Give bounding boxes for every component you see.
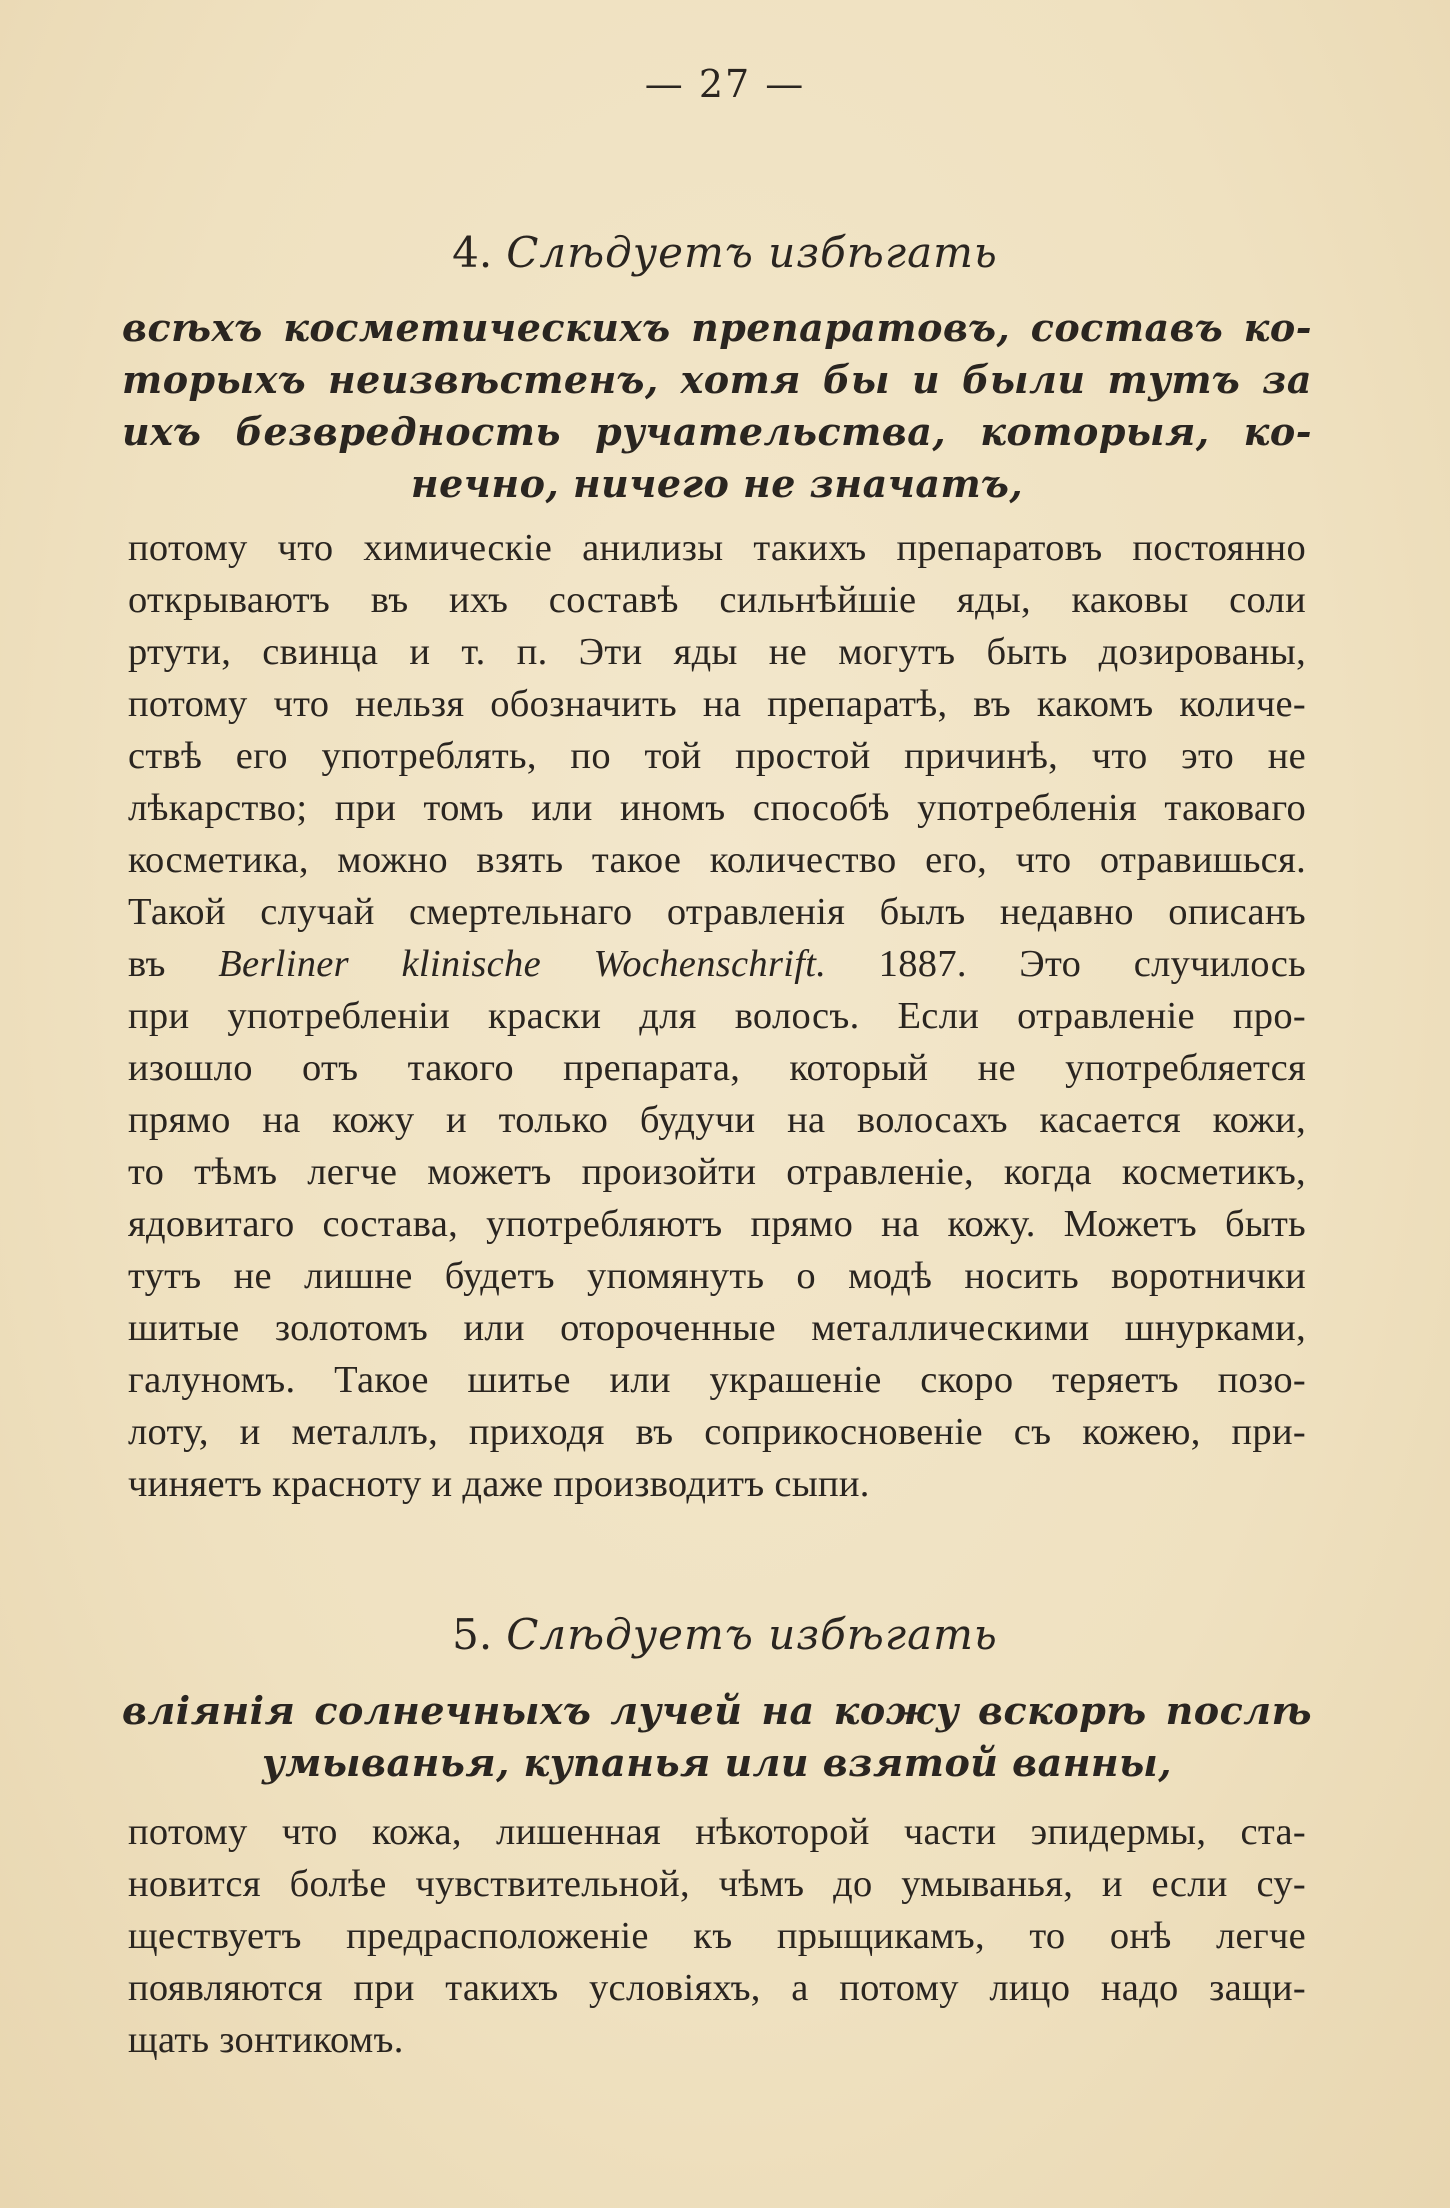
body-line: щать зонтикомъ. [128, 2019, 404, 2061]
body-line: ствѣ его употреблять, по той простой причинѣ, что это не [128, 735, 1306, 777]
section-4-rule-line: ихъ безвредность ручательства, которыя, ко- [122, 409, 1312, 454]
body-line: Такой случай смертельнаго отравленія былъ недавно описанъ [128, 891, 1306, 933]
section-4-rule-line: торыхъ неизвѣстенъ, хотя бы и были тутъ за [122, 357, 1312, 402]
section-4-rule-line: нечно, ничего не значатъ, [410, 461, 1024, 506]
body-line: потому что нельзя обозначить на препаратѣ, въ какомъ количе- [128, 683, 1306, 725]
body-line: изошло отъ такого препарата, который не употребляется [128, 1047, 1306, 1089]
body-line: въ Berliner klinische Wochenschrift. 1887. Это случилось [128, 943, 1306, 985]
section-4-rule-line: всѣхъ косметическихъ препаратовъ, составъ ко- [122, 305, 1312, 350]
body-line: ртути, свинца и т. п. Эти яды не могутъ быть дозированы, [128, 631, 1306, 673]
body-line: то тѣмъ легче можетъ произойти отравленіе, когда косметикъ, [128, 1151, 1306, 1193]
body-line: лоту, и металлъ, приходя въ соприкосновеніе съ кожею, при- [128, 1411, 1306, 1453]
section-5-heading [0, 1610, 1450, 1659]
body-line: появляются при такихъ условіяхъ, а потому лицо надо защи- [128, 1967, 1306, 2009]
section-4-heading-text: Слѣдуетъ избѣгать [506, 228, 998, 277]
body-line: косметика, можно взять такое количество его, что отравишься. [128, 839, 1306, 881]
body-line: при употребленіи краски для волосъ. Если отравленіе про- [128, 995, 1306, 1037]
section-5-rule [122, 1685, 1312, 1789]
body-line: чиняетъ красноту и даже производитъ сыпи. [128, 1463, 870, 1505]
body-line: потому что химическіе анилизы такихъ препаратовъ постоянно [128, 527, 1306, 569]
body-line: прямо на кожу и только будучи на волосахъ касается кожи, [128, 1099, 1306, 1141]
section-5-rule-line: вліянія солнечныхъ лучей на кожу вскорѣ послѣ [122, 1688, 1312, 1733]
body-line: ядовитаго состава, употребляютъ прямо на кожу. Можетъ быть [128, 1203, 1306, 1245]
journal-title: Berliner klinische Wochenschrift. [218, 943, 827, 985]
section-4-body [128, 522, 1306, 1510]
section-4-number: 4. [452, 228, 493, 277]
body-line: новится болѣе чувствительной, чѣмъ до умыванья, и если су- [128, 1863, 1306, 1905]
section-5-number: 5. [452, 1610, 493, 1659]
body-line: тутъ не лишне будетъ упомянуть о модѣ носить воротнички [128, 1255, 1306, 1297]
body-line: открываютъ въ ихъ составѣ сильнѣйшіе яды, каковы соли [128, 579, 1306, 621]
section-4-rule [122, 302, 1312, 510]
body-line: галуномъ. Такое шитье или украшеніе скоро теряетъ позо- [128, 1359, 1306, 1401]
body-line: лѣкарство; при томъ или иномъ способѣ употребленія таковаго [128, 787, 1306, 829]
section-5-rule-line: умыванья, купанья или взятой ванны, [261, 1740, 1173, 1785]
section-4-heading [0, 228, 1450, 277]
body-line: ществуетъ предрасположеніе къ прыщикамъ, то онѣ легче [128, 1915, 1306, 1957]
body-line: шитые золотомъ или отороченные металлическими шнурками, [128, 1307, 1306, 1349]
page-number: — 27 — [644, 62, 806, 106]
body-line: потому что кожа, лишенная нѣкоторой части эпидермы, ста- [128, 1811, 1306, 1853]
section-5-heading-text: Слѣдуетъ избѣгать [506, 1610, 998, 1659]
section-5-body [128, 1806, 1306, 2066]
